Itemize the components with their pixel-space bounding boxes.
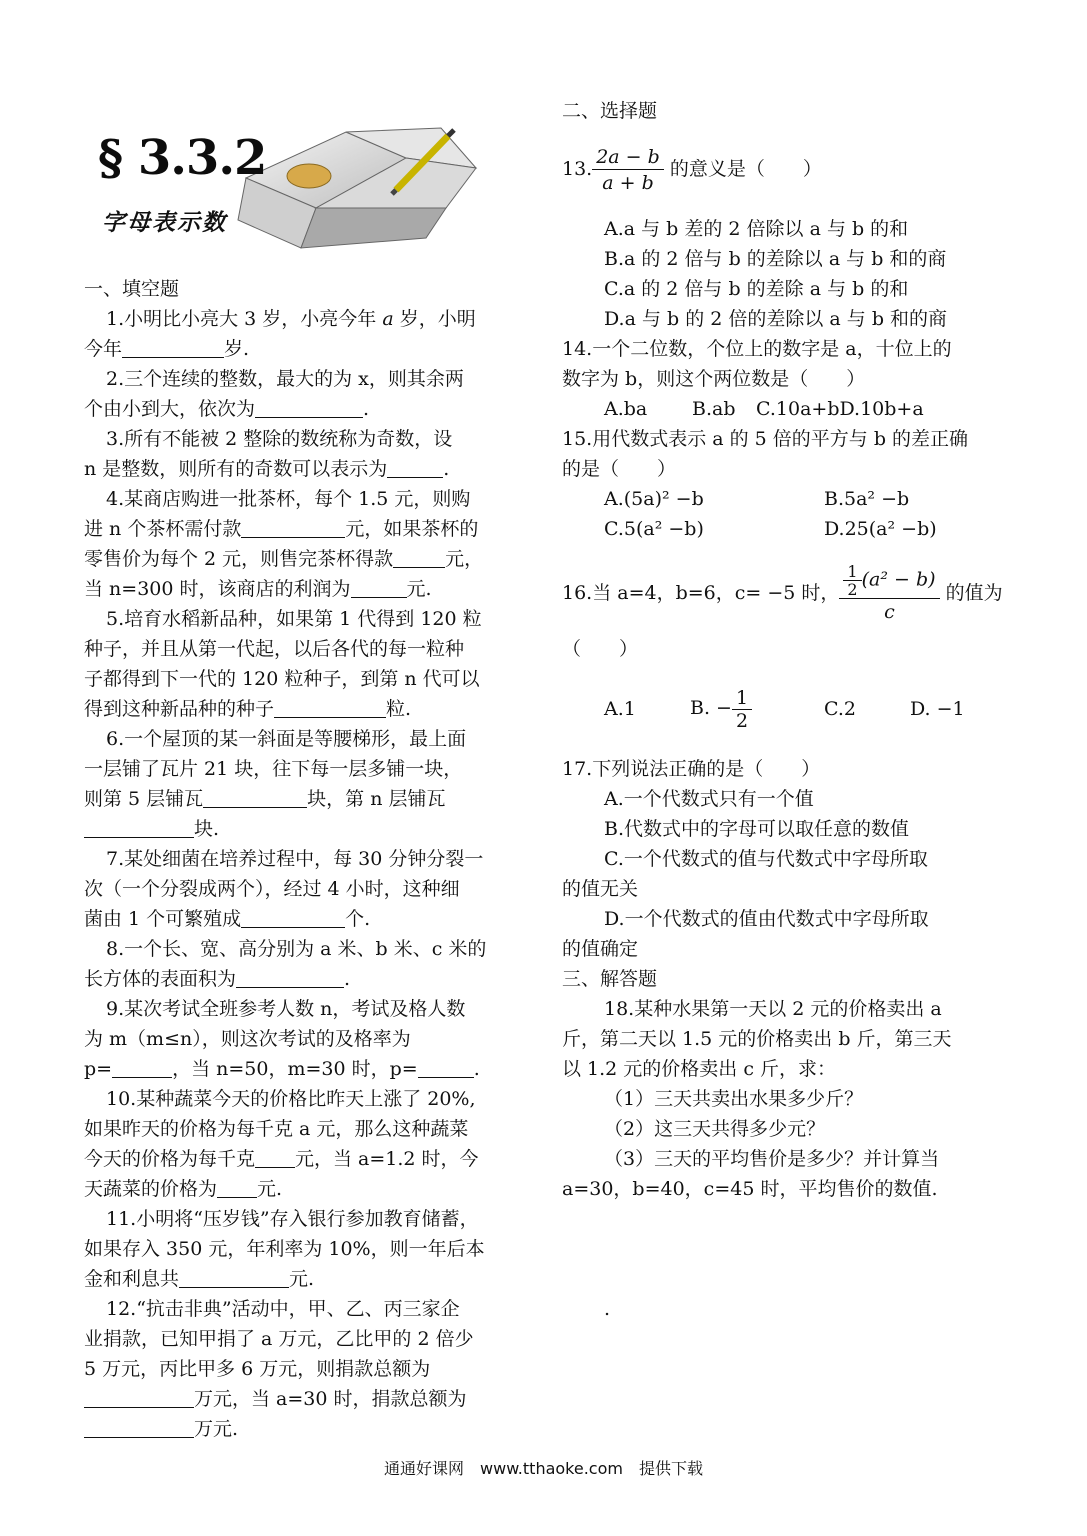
q9-line3: p= ，当 n=50，m=30 时，p= . [84, 1058, 480, 1080]
q7-line2: 次（一个分裂成两个），经过 4 小时，这种细 [84, 878, 460, 900]
title-graphic [96, 108, 486, 258]
q18-sub2: （2）这三天共得多少元？ [604, 1118, 826, 1140]
q16-option-d[interactable]: D. −1 [910, 698, 965, 720]
q12-line1: 12.“抗击非典”活动中，甲、乙、丙三家企 [106, 1298, 460, 1320]
q6-line2: 一层铺了瓦片 21 块，往下每一层多铺一块， [84, 758, 463, 780]
q1-line1: 1.小明比小亮大 3 岁，小亮今年 a 岁，小明 [106, 308, 476, 330]
q17-option-b[interactable]: B.代数式中的字母可以取任意的数值 [604, 818, 910, 840]
q7-line3: 菌由 1 个可繁殖成 个. [84, 908, 371, 930]
q14-option-cd[interactable]: C.10a+bD.10b+a [756, 398, 924, 420]
q6-line3: 则第 5 层铺瓦 块，第 n 层铺瓦 [84, 788, 446, 810]
answer-blank[interactable] [241, 909, 345, 928]
q14-line2: 数字为 b，则这个两位数是（ ） [562, 368, 866, 390]
q4-line2: 进 n 个茶杯需付款 元，如果茶杯的 [84, 518, 479, 540]
q18-sub3: （3）三天的平均售价是多少？并计算当 [604, 1148, 940, 1170]
answer-blank[interactable] [418, 1059, 474, 1078]
q2-line1: 2.三个连续的整数，最大的为 x，则其余两 [106, 368, 464, 390]
q10-line1: 10.某种蔬菜今天的价格比昨天上涨了 20%, [106, 1088, 476, 1110]
q17-option-c[interactable]: C.一个代数式的值与代数式中字母所取 [604, 848, 928, 870]
answer-blank[interactable] [393, 549, 445, 568]
answer-blank[interactable] [84, 1419, 194, 1438]
q6-line1: 6.一个屋顶的某一斜面是等腰梯形，最上面 [106, 728, 467, 750]
q1-line2: 今年 岁. [84, 338, 250, 360]
q14-line1: 14.一个二位数，个位上的数字是 a，十位上的 [562, 338, 952, 360]
q4-line4: 当 n=300 时，该商店的利润为 元. [84, 578, 432, 600]
q5-line2: 种子，并且从第一代起，以后各代的每一粒种 [84, 638, 465, 660]
q16-fraction: $\frac{1}{2}$ (a² − b) c [839, 563, 939, 625]
q16-option-a[interactable]: A.1 [604, 698, 636, 720]
q12-line4: 万元，当 a=30 时，捐款总额为 [84, 1388, 467, 1410]
q4-line1: 4.某商店购进一批茶杯，每个 1.5 元，则购 [106, 488, 471, 510]
q8-line1: 8.一个长、宽、高分别为 a 米、b 米、c 米的 [106, 938, 487, 960]
q16-option-c[interactable]: C.2 [824, 698, 856, 720]
q15-option-b[interactable]: B.5a² −b [824, 488, 910, 510]
q16-option-b[interactable]: B. − $\frac{1}{2}$ [690, 686, 752, 732]
q14-option-b[interactable]: B.ab [692, 398, 736, 420]
q17-option-d-cont: 的值确定 [562, 938, 639, 960]
q17-line1: 17.下列说法正确的是（ ） [562, 758, 821, 780]
q5-line4: 得到这种新品种的种子 粒. [84, 698, 412, 720]
q14-option-a[interactable]: A.ba [604, 398, 648, 420]
q13-option-c[interactable]: C.a 的 2 倍与 b 的差除 a 与 b 的和 [604, 278, 909, 300]
answer-blank[interactable] [203, 789, 307, 808]
q12-line5: 万元. [84, 1418, 238, 1440]
q15-option-a[interactable]: A.(5a)² −b [604, 488, 704, 510]
q2-line2: 个由小到大，依次为 . [84, 398, 370, 420]
q5-line1: 5.培育水稻新品种，如果第 1 代得到 120 粒 [106, 608, 482, 630]
footer-credit: 通通好课网 www.tthaoke.com 提供下载 [384, 1459, 703, 1478]
q15-line2: 的是（ ） [562, 458, 677, 480]
q7-line1: 7.某处细菌在培养过程中，每 30 分钟分裂一 [106, 848, 484, 870]
q10-line4: 天蔬菜的价格为 元. [84, 1178, 283, 1200]
q13-option-d[interactable]: D.a 与 b 的 2 倍的差除以 a 与 b 和的商 [604, 308, 948, 330]
answer-blank[interactable] [274, 699, 386, 718]
q16-paren: （ ） [562, 638, 639, 660]
answer-blank[interactable] [179, 1269, 289, 1288]
answer-blank[interactable] [122, 339, 224, 358]
section-choice-title: 二、选择题 [562, 100, 658, 122]
q17-option-a[interactable]: A.一个代数式只有一个值 [604, 788, 814, 810]
q18-line1: 18.某种水果第一天以 2 元的价格卖出 a [604, 998, 942, 1020]
q5-line3: 子都得到下一代的 120 粒种子，到第 n 代可以 [84, 668, 480, 690]
q18-sub3-cont: a=30，b=40，c=45 时，平均售价的数值. [562, 1178, 938, 1200]
answer-blank[interactable] [241, 519, 345, 538]
q15-option-c[interactable]: C.5(a² −b) [604, 518, 704, 540]
section-subtitle: 字母表示数 [102, 210, 227, 236]
q15-line1: 15.用代数式表示 a 的 5 倍的平方与 b 的差正确 [562, 428, 969, 450]
q11-line3: 金和利息共 元. [84, 1268, 315, 1290]
q10-line2: 如果昨天的价格为每千克 a 元，那么这种蔬菜 [84, 1118, 469, 1140]
section-number: § 3.3.2 [98, 130, 267, 186]
q12-line2: 业捐款，已知甲捐了 a 万元，乙比甲的 2 倍少 [84, 1328, 474, 1350]
q9-line2: 为 m（m≤n），则这次考试的及格率为 [84, 1028, 411, 1050]
q12-line3: 5 万元，丙比甲多 6 万元，则捐款总额为 [84, 1358, 431, 1380]
q15-option-d[interactable]: D.25(a² −b) [824, 518, 937, 540]
q13-option-b[interactable]: B.a 的 2 倍与 b 的差除以 a 与 b 和的商 [604, 248, 947, 270]
answer-blank[interactable] [351, 579, 407, 598]
q9-line1: 9.某次考试全班参考人数 n，考试及格人数 [106, 998, 466, 1020]
answer-blank[interactable] [84, 1389, 194, 1408]
q6-line4: 块. [84, 818, 219, 840]
q11-line1: 11.小明将“压岁钱”存入银行参加教育储蓄， [106, 1208, 479, 1230]
q10-line3: 今天的价格为每千克 元，当 a=1.2 时，今 [84, 1148, 479, 1170]
q16-stem: 16.当 a=4，b=6，c= −5 时， $\frac{1}{2}$ (a² − b) c 的值为 [562, 562, 1003, 623]
answer-blank[interactable] [84, 819, 194, 838]
answer-blank[interactable] [255, 1149, 295, 1168]
q11-line2: 如果存入 350 元，年利率为 10%，则一年后本 [84, 1238, 485, 1260]
answer-blank[interactable] [387, 459, 443, 478]
q18-sub1: （1）三天共卖出水果多少斤？ [604, 1088, 864, 1110]
q13-option-a[interactable]: A.a 与 b 差的 2 倍除以 a 与 b 的和 [604, 218, 909, 240]
q18-line3: 以 1.2 元的价格卖出 c 斤，求： [562, 1058, 837, 1080]
q8-line2: 长方体的表面积为 . [84, 968, 351, 990]
section-answer-title: 三、解答题 [562, 968, 658, 990]
answer-blank[interactable] [236, 969, 344, 988]
stray-dot: . [604, 1298, 611, 1320]
q3-line1: 3.所有不能被 2 整除的数统称为奇数，设 [106, 428, 453, 450]
answer-blank[interactable] [255, 399, 363, 418]
answer-blank[interactable] [112, 1059, 172, 1078]
answer-blank[interactable] [217, 1179, 257, 1198]
q13-fraction: $\frac{2a - b}{a + b}$ [592, 145, 664, 196]
q18-line2: 斤，第二天以 1.5 元的价格卖出 b 斤，第三天 [562, 1028, 952, 1050]
section-fill-in-title: 一、填空题 [84, 278, 180, 300]
q3-line2: n 是整数，则所有的奇数可以表示为 . [84, 458, 450, 480]
q4-line3: 零售价为每个 2 元，则售完茶杯得款 元， [84, 548, 484, 570]
q17-option-d[interactable]: D.一个代数式的值由代数式中字母所取 [604, 908, 929, 930]
q17-option-c-cont: 的值无关 [562, 878, 639, 900]
q13-stem: 13. $\frac{2a - b}{a + b}$ 的意义是（ ） [562, 145, 822, 194]
